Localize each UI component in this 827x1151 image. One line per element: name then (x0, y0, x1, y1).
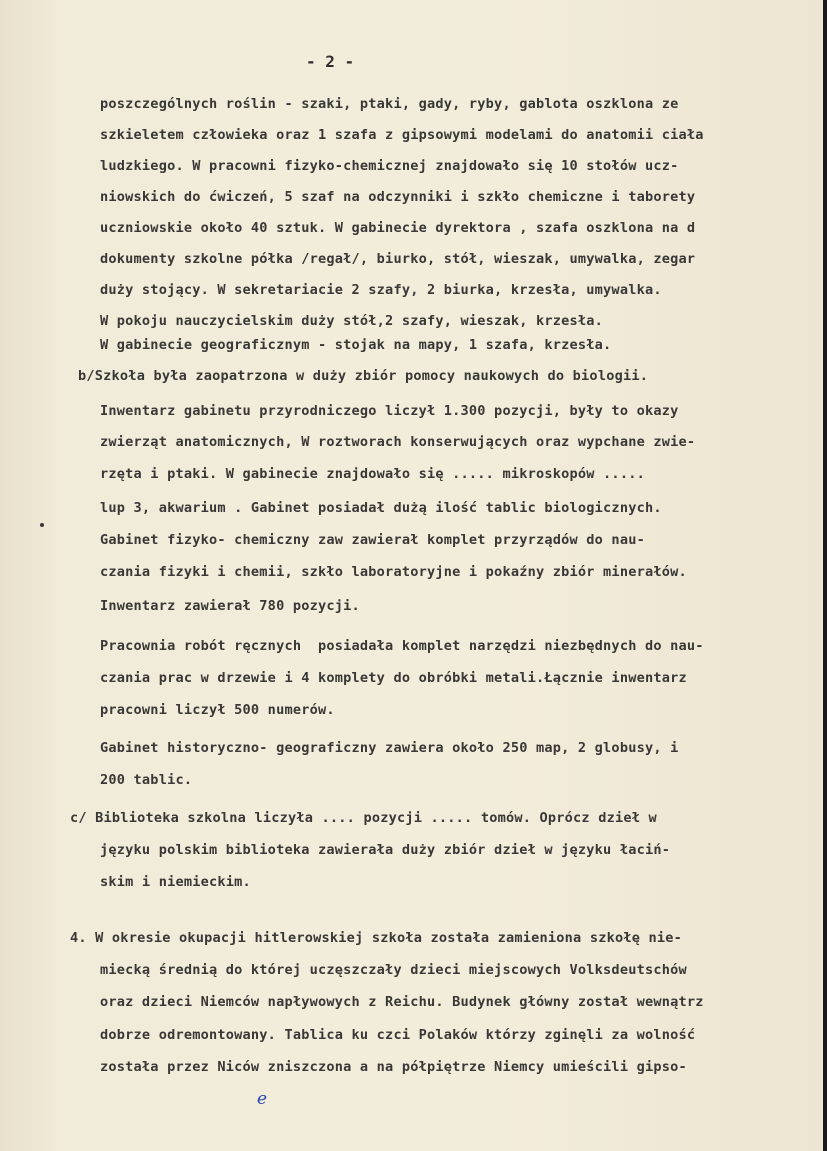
text-line: została przez Niców zniszczona a na półpiętrze Niemcy umieścili gipso- (100, 1059, 687, 1075)
text-line: czania prac w drzewie i 4 komplety do obróbki metali.Łącznie inwentarz (100, 670, 687, 686)
text-line: 4. W okresie okupacji hitlerowskiej szkoła została zamieniona szkołę nie- (70, 930, 683, 946)
text-line: języku polskim biblioteka zawierała duży zbiór dzieł w języku łaciń- (100, 842, 671, 858)
text-line: Inwentarz gabinetu przyrodniczego liczył 1.300 pozycji, były to okazy (100, 403, 679, 419)
text-line: ludzkiego. W pracowni fizyko-chemicznej znajdowało się 10 stołów ucz- (100, 158, 679, 174)
pen-correction: e (257, 1089, 268, 1109)
text-line: 200 tablic. (100, 772, 193, 788)
text-line: pracowni liczył 500 numerów. (100, 702, 335, 718)
text-line: niowskich do ćwiczeń, 5 szaf na odczynniki i szkło chemiczne i taborety (100, 189, 696, 205)
text-line: skim i niemieckim. (100, 874, 251, 890)
text-line: W pokoju nauczycielskim duży stół,2 szafy, wieszak, krzesła. (100, 313, 604, 329)
text-line: uczniowskie około 40 sztuk. W gabinecie dyrektora , szafa oszklona na d (100, 220, 696, 236)
text-line: W gabinecie geograficznym - stojak na mapy, 1 szafa, krzesła. (100, 337, 612, 353)
page-number: - 2 - (306, 52, 355, 71)
text-line: szkieletem człowieka oraz 1 szafa z gipsowymi modelami do anatomii ciała (100, 127, 704, 143)
text-line: duży stojący. W sekretariacie 2 szafy, 2 biurka, krzesła, umywalka. (100, 282, 662, 298)
text-line: Pracownia robót ręcznych posiadała komplet narzędzi niezbędnych do nau- (100, 638, 704, 654)
text-line: c/ Biblioteka szkolna liczyła .... pozycji ..... tomów. Oprócz dzieł w (70, 810, 657, 826)
text-line: Gabinet historyczno- geograficzny zawiera około 250 map, 2 globusy, i (100, 740, 679, 756)
text-line: miecką średnią do której uczęszczały dzieci miejscowych Volksdeutschów (100, 962, 687, 978)
text-line: zwierząt anatomicznych, W roztworach konserwujących oraz wypchane zwie- (100, 434, 696, 450)
text-line: dokumenty szkolne półka /regał/, biurko, stół, wieszak, umywalka, zegar (100, 251, 696, 267)
text-line: czania fizyki i chemii, szkło laboratoryjne i pokaźny zbiór minerałów. (100, 564, 687, 580)
text-line: Gabinet fizyko- chemiczny zaw zawierał komplet przyrządów do nau- (100, 532, 645, 548)
text-line: poszczególnych roślin - szaki, ptaki, gady, ryby, gablota oszklona ze (100, 96, 679, 112)
margin-dot (40, 523, 44, 527)
scan-edge (823, 0, 827, 1151)
text-line: rzęta i ptaki. W gabinecie znajdowało się ..... mikroskopów ..... (100, 466, 645, 482)
text-line: Inwentarz zawierał 780 pozycji. (100, 598, 360, 614)
text-line: lup 3, akwarium . Gabinet posiadał dużą ilość tablic biologicznych. (100, 500, 662, 516)
text-line: dobrze odremontowany. Tablica ku czci Polaków którzy zginęli za wolność (100, 1027, 696, 1043)
text-line: b/Szkoła była zaopatrzona w duży zbiór pomocy naukowych do biologii. (78, 368, 649, 384)
text-line: oraz dzieci Niemców napływowych z Reichu. Budynek główny został wewnątrz (100, 994, 704, 1010)
